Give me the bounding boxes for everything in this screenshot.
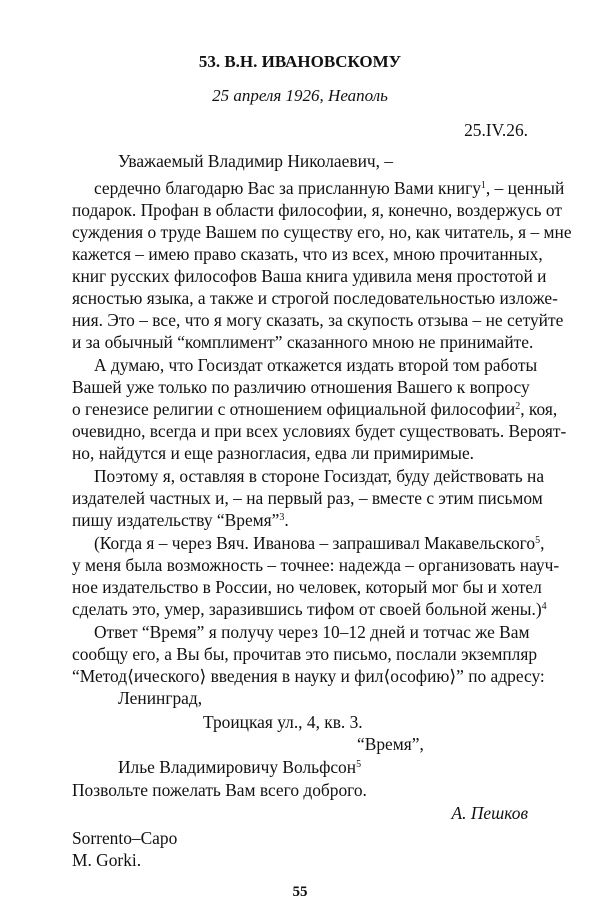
paragraph-5-line-2: сообщу его, а Вы бы, прочитав это письмо, послали экземпляр [72, 644, 538, 664]
paragraph-2-line-2: Вашей уже только по различию отношения Вашего к вопросу [72, 377, 530, 397]
address-city: Ленинград, [118, 688, 203, 708]
signature: А. Пешков [451, 803, 528, 823]
letter-dateline: 25 апреля 1926, Неаполь [212, 86, 388, 105]
paragraph-1-line-1: сердечно благодарю Вас за присланную Вами книгу$^1$, – ценный [94, 178, 565, 198]
footnote-ref: 4 [541, 601, 547, 612]
paragraph-1-line-7: ния. Это – все, что я могу сказать, за скупость отзыва – не сетуйте [72, 310, 564, 330]
letter-date: 25.IV.26. [464, 120, 528, 140]
paragraph-3-line-1: Поэтому я, оставляя в стороне Госиздат, буду действовать на [94, 466, 545, 486]
paragraph-1-line-5: книг русских философов Ваша книга удивила меня простотой и [72, 266, 547, 286]
letter-heading: 53. В.Н. ИВАНОВСКОМУ [198, 52, 402, 71]
paragraph-4-line-1: (Когда я – через Вяч. Иванова – запрашивал Макавельского$^5$, [94, 533, 545, 553]
paragraph-5-line-1: Ответ “Время” я получу через 10–12 дней и тотчас же Вам [94, 622, 530, 642]
location-line-1: Sorrento–Capo [72, 828, 178, 848]
paragraph-1-line-8: и за обычный “комплимент” сказанного мною не принимайте. [72, 332, 534, 352]
paragraph-2-line-3: о генезисе религии с отношением официальной философии$^2$, коя, [72, 399, 558, 419]
footnote-ref: 2 [515, 401, 521, 412]
paragraph-4-line-2: у меня была возможность – точнее: надежда – организовать науч- [72, 555, 560, 575]
paragraph-4-line-4: сделать это, умер, заразившись тифом от своей больной жены.)$^4$ [72, 599, 547, 619]
paragraph-2-line-5: но, найдутся и еще разногласия, едва ли примиримые. [72, 443, 475, 463]
paragraph-2-line-1: А думаю, что Госиздат откажется издать второй том работы [94, 355, 538, 375]
closing-line: Позвольте пожелать Вам всего доброго. [72, 780, 367, 800]
paragraph-1-line-6: ясностью языка, а также и строгой последовательностью изложе- [72, 288, 558, 308]
footnote-ref: 5 [356, 759, 362, 770]
paragraph-4-line-3: ное издательство в России, но человек, который мог бы и хотел [72, 577, 542, 597]
salutation: Уважаемый Владимир Николаевич, – [118, 151, 394, 171]
paragraph-2-line-4: очевидно, всегда и при всех условиях будет существовать. Вероят- [72, 421, 567, 441]
footnote-ref: 3 [279, 512, 285, 523]
paragraph-3-line-2: издателей частных и, – на первый раз, – вместе с этим письмом [72, 488, 543, 508]
paragraph-5-line-3: “Метод⟨ического⟩ введения в науку и фил⟨ософию⟩” по адресу: [72, 666, 545, 686]
footnote-ref: 1 [480, 180, 486, 191]
address-publisher: “Время”, [357, 734, 424, 754]
paragraph-1-line-3: суждения о труде Вашем по существу его, но, как читатель, я – мне [72, 222, 572, 242]
address-street: Троицкая ул., 4, кв. 3. [203, 712, 363, 732]
location-line-2: M. Gorki. [72, 850, 142, 870]
paragraph-1-line-4: кажется – имею право сказать, что из всех, мною прочитанных, [72, 244, 543, 264]
paragraph-1-line-2: подарок. Профан в области философии, я, конечно, воздержусь от [72, 200, 562, 220]
address-recipient: Илье Владимировичу Вольфсон$^5$ [118, 757, 362, 777]
footnote-ref: 5 [535, 535, 541, 546]
page-number: 55 [292, 884, 308, 900]
paragraph-3-line-3: пишу издательству “Время”$^3$. [72, 510, 289, 530]
